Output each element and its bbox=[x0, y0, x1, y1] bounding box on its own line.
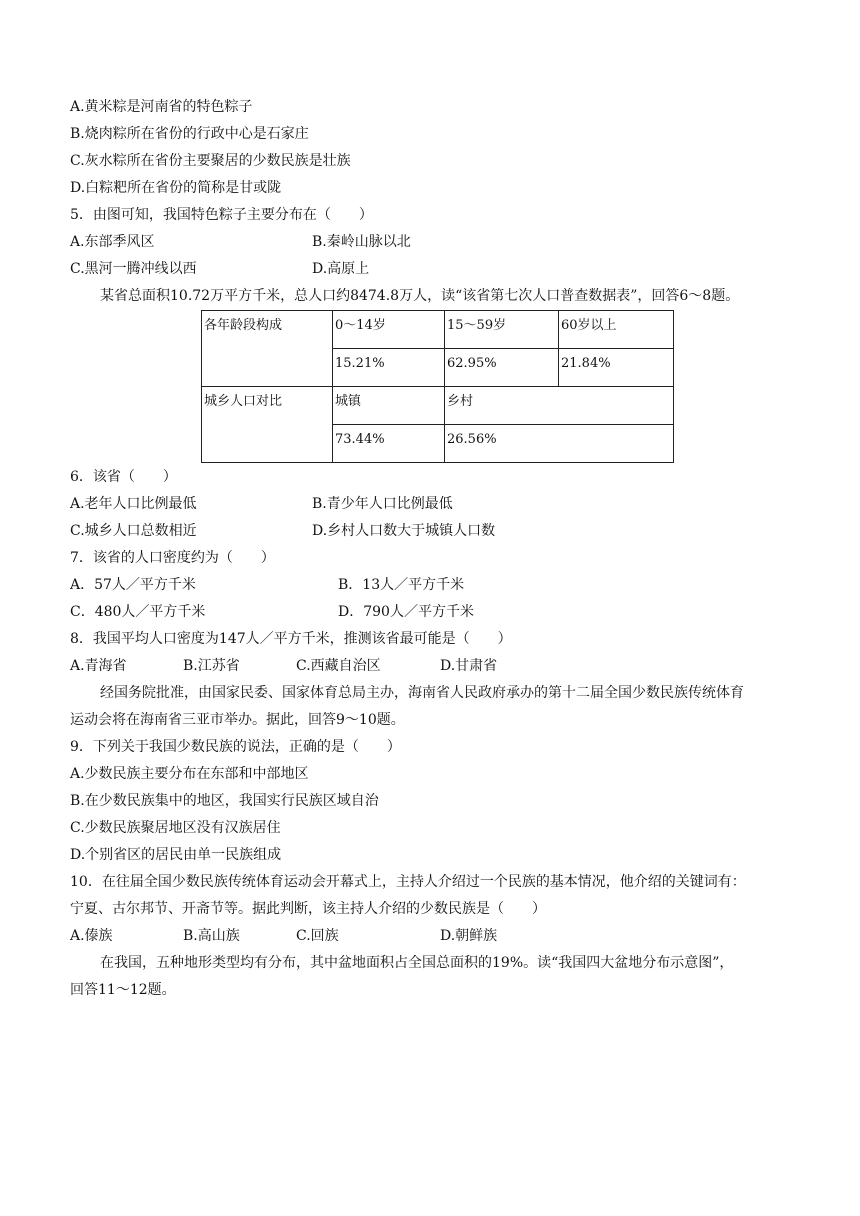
q10-option-d: D.朝鲜族 bbox=[440, 928, 498, 944]
q6-option-b: B.青少年人口比例最低 bbox=[312, 496, 453, 512]
q9-option-d: D.个别省区的居民由单一民族组成 bbox=[70, 847, 282, 863]
age-0-14-label: 0～14岁 bbox=[333, 311, 445, 349]
q10-option-b: B.高山族 bbox=[183, 928, 240, 944]
q7-option-c: C．480人／平方千米 bbox=[70, 604, 206, 620]
q6-stem: 6．该省（ ） bbox=[70, 469, 177, 485]
q4-option-d: D.白粽粑所在省份的简称是甘或陇 bbox=[70, 180, 282, 196]
rural-label: 乡村 bbox=[445, 387, 674, 425]
q9-option-b: B.在少数民族集中的地区，我国实行民族区域自治 bbox=[70, 793, 379, 809]
q9-option-a: A.少数民族主要分布在东部和中部地区 bbox=[70, 766, 309, 782]
q5-option-d: D.高原上 bbox=[312, 261, 370, 277]
q6-option-a: A.老年人口比例最低 bbox=[70, 496, 197, 512]
q10-stem-line1: 10．在往届全国少数民族传统体育运动会开幕式上，主持人介绍过一个民族的基本情况，他介绍的关键词有： bbox=[70, 874, 746, 890]
intro-9-10-line2: 运动会将在海南省三亚市举办。据此，回答9～10题。 bbox=[70, 712, 405, 728]
age-60-plus-value: 21.84% bbox=[559, 349, 674, 387]
q7-option-b: B．13人／平方千米 bbox=[338, 577, 465, 593]
q5-option-a: A.东部季风区 bbox=[70, 234, 155, 250]
q7-stem: 7．该省的人口密度约为（ ） bbox=[70, 550, 275, 566]
q4-option-b: B.烧肉粽所在省份的行政中心是石家庄 bbox=[70, 126, 309, 142]
q10-stem-line2: 宁夏、古尔邦节、开斋节等。据此判断，该主持人介绍的少数民族是（ ） bbox=[70, 901, 546, 917]
urban-rural-header: 城乡人口对比 bbox=[202, 387, 333, 463]
q8-option-a: A.青海省 bbox=[70, 658, 127, 674]
intro-6-8: 某省总面积10.72万平方千米，总人口约8474.8万人，读“该省第七次人口普查数据表”，回答6～8题。 bbox=[100, 288, 740, 304]
intro-9-10-line1: 经国务院批准，由国家民委、国家体育总局主办，海南省人民政府承办的第十二届全国少数民族传统体育 bbox=[100, 685, 744, 701]
q8-option-d: D.甘肃省 bbox=[440, 658, 498, 674]
age-60-plus-label: 60岁以上 bbox=[559, 311, 674, 349]
q9-stem: 9．下列关于我国少数民族的说法，正确的是（ ） bbox=[70, 739, 401, 755]
q6-option-c: C.城乡人口总数相近 bbox=[70, 523, 197, 539]
q6-option-d: D.乡村人口数大于城镇人口数 bbox=[312, 523, 496, 539]
census-table bbox=[201, 310, 674, 463]
q10-option-a: A.傣族 bbox=[70, 928, 113, 944]
rural-value: 26.56% bbox=[445, 425, 674, 463]
intro-11-12-line2: 回答11～12题。 bbox=[70, 982, 176, 998]
q5-option-b: B.秦岭山脉以北 bbox=[312, 234, 411, 250]
urban-label: 城镇 bbox=[333, 387, 445, 425]
q8-stem: 8．我国平均人口密度为147人／平方千米，推测该省最可能是（ ） bbox=[70, 631, 512, 647]
q7-option-d: D．790人／平方千米 bbox=[338, 604, 474, 620]
q10-option-c: C.回族 bbox=[296, 928, 339, 944]
q8-option-c: C.西藏自治区 bbox=[296, 658, 381, 674]
q5-option-c: C.黑河一腾冲线以西 bbox=[70, 261, 197, 277]
q8-option-b: B.江苏省 bbox=[183, 658, 240, 674]
urban-value: 73.44% bbox=[333, 425, 445, 463]
age-structure-header: 各年龄段构成 bbox=[202, 311, 333, 387]
q7-option-a: A．57人／平方千米 bbox=[70, 577, 196, 593]
age-15-59-value: 62.95% bbox=[445, 349, 559, 387]
q4-option-a: A.黄米粽是河南省的特色粽子 bbox=[70, 99, 253, 115]
age-15-59-label: 15～59岁 bbox=[445, 311, 559, 349]
intro-11-12-line1: 在我国，五种地形类型均有分布，其中盆地面积占全国总面积的19%。读“我国四大盆地分布示意图”， bbox=[100, 955, 734, 971]
q9-option-c: C.少数民族聚居地区没有汉族居住 bbox=[70, 820, 281, 836]
q5-stem: 5．由图可知，我国特色粽子主要分布在（ ） bbox=[70, 207, 373, 223]
age-0-14-value: 15.21% bbox=[333, 349, 445, 387]
q4-option-c: C.灰水粽所在省份主要聚居的少数民族是壮族 bbox=[70, 153, 351, 169]
